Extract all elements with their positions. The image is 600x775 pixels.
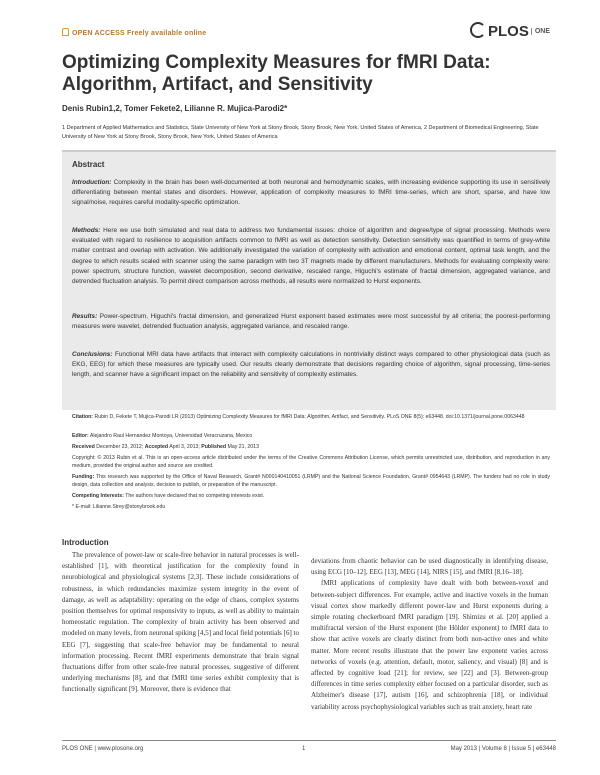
body-paragraph: deviations from chaotic behavior can be used diagnostically in identifying disease, using ECG [10–12], EEG [13], MEG [14], NIRS [15], and fMRI [8,16–18]. bbox=[311, 557, 548, 577]
footer-issue-info: May 2013 | Volume 8 | Issue 5 | e63448 bbox=[450, 746, 556, 752]
competing-label: Competing Interests: bbox=[72, 493, 124, 499]
abstract-methods-text: Here we use both simulated and real data to address two fundamental issues: choice of algorithm and degree/type of signal processing. Methods were evaluated with regard to resilience to acquisition artifacts common to fMRI as well as detection sensitivity. Detection sensitivity was quantified in terms of grey-white matter contrast and overlap with activation. We additionally investigated the variation of complexity with activation and emotional content, optimal task length, and the degree to which results scaled with scanner using the same paradigm with two 3T magnets made by different manufacturers. Methods for evaluating complexity were: power spectrum, structure function, wavelet decomposition, second derivative, rescaled range, Higuchi's estimate of fractal dimension, aggregated variance, and detrended fluctuation analysis. To permit direct comparison across methods, all results were normalized to Hurst exponents. bbox=[72, 227, 551, 286]
editor bbox=[72, 432, 550, 440]
received-date: December 23, 2012; bbox=[96, 444, 144, 450]
paper-title: Optimizing Complexity Measures for fMRI Data: Algorithm, Artifact, and Sensitivity bbox=[62, 52, 491, 95]
abstract-introduction bbox=[72, 178, 550, 209]
abstract-heading: Abstract bbox=[72, 160, 105, 169]
citation-label: Citation: bbox=[72, 414, 94, 420]
footer-journal-url: PLOS ONE | www.plosone.org bbox=[62, 746, 144, 752]
abstract-conclusions-label: Conclusions: bbox=[72, 351, 113, 358]
body-column-right bbox=[311, 556, 548, 713]
editor-label: Editor: bbox=[72, 433, 89, 439]
page-footer bbox=[62, 740, 556, 759]
open-lock-icon bbox=[62, 28, 69, 36]
copyright: Copyright: © 2013 Rubin et al. This is an open-access article distributed under the terms of the Creative Commons Attribution License, which permits unrestricted use, distribution, and reproduction in any medium, provided the original author and source are credited. bbox=[72, 455, 550, 470]
abstract-conclusions bbox=[72, 350, 550, 381]
abstract-introduction-label: Introduction: bbox=[72, 179, 112, 186]
abstract-results-text: Power-spectrum, Higuchi's fractal dimension, and generalized Hurst exponent based estimates were most successful by all criteria; the poorest-performing measures were wavelet, detrended fluctuation analysis, aggregated variance, and rescaled range. bbox=[72, 313, 550, 331]
affiliations: 1 Department of Applied Mathematics and Statistics, State University of New York at Stony Brook, Stony Brook, New York, United States of America, 2 Department of Biomedical Engineering, State University of New York at Stony Brook, Stony Brook, New York, United States of America bbox=[62, 125, 539, 140]
abstract-methods bbox=[72, 226, 550, 287]
body-paragraph: fMRI applications of complexity have dealt with both between-voxel and between-subject differences. For example, active and inactive voxels in the human visual cortex show markedly different power-law and Hurst exponents during a simple rotating checkerboard fMRI paradigm [19]. Shimizu et al. [20] applied a multifractal version of the Hurst exponent (the Hölder exponent) to fMRI data to show that active voxels are clearly distinct from both non-active ones and white matter. More recent results illustrate that the power law exponent varies across networks of voxels (e.g. attention, default, motor, saliency, and visual) [8] and is affected by cognitive load [21]; for review, see [22] and [3]. Between-group differences in time series complexity either focused on a particular disorder, such as Alzheimer's disease [17], autism [16], and schizophrenia [18], or individual variability across psychophysiological variables such as trait anxiety, heart rate bbox=[311, 579, 548, 711]
competing-interests bbox=[72, 492, 550, 500]
dates bbox=[72, 443, 550, 451]
citation-text: Rubin D, Fekete T, Mujica-Parodi LR (2013) Optimizing Complexity Measures for fMRI Data: Algorithm, Artifact, and Sensitivity. PLoS ONE 8(5): e63448. doi:10.1371/journal.pone.0063448 bbox=[94, 414, 525, 420]
page-number: 1 bbox=[302, 746, 306, 752]
published-label: Published bbox=[201, 444, 227, 450]
open-access-text: OPEN ACCESS Freely available online bbox=[72, 30, 207, 37]
plos-logo-icon bbox=[470, 22, 486, 38]
accepted-date: April 3, 2013; bbox=[169, 444, 200, 450]
published-date: May 21, 2013 bbox=[227, 444, 259, 450]
abstract-results bbox=[72, 312, 550, 332]
funding-text: This research was supported by the Office of Naval Research, Grant# N000140410051 (LRMP) and the National Science Foundation, Grant# 0954643 (LRMP). The funders had no role in study design, data collection and analysis, decision to publish, or preparation of the manuscript. bbox=[72, 474, 550, 489]
abstract-conclusions-text: Functional MRI data have artifacts that interact with complexity calculations in nontrivially distinct ways compared to other physiological data (such as EKG, EEG) for which these measures are typically used. Our results clearly demonstrate that decisions regarding choice of algorithm, signal processing, time-series length, and scanner have a significant impact on the reliability and sensitivity of complexity estimates. bbox=[72, 351, 550, 379]
funding-label: Funding: bbox=[72, 474, 95, 480]
abstract-introduction-text: Complexity in the brain has been well-documented at both neuronal and hemodynamic scales, with increasing evidence supporting its use in sensitively differentiating between mental states and disorders. However, application of complexity measures to fMRI time-series, which are short, sparse, and have low signal/noise, requires careful modality-specific optimization. bbox=[72, 179, 551, 207]
competing-text: The authors have declared that no competing interests exist. bbox=[125, 493, 265, 499]
funding bbox=[72, 473, 550, 489]
body-column-left: The prevalence of power-law or scale-free behavior in natural processes is well-established [1], with theoretical justification for the complexity found in neurobiological and physiological systems [2,3]. These include considerations of robustness, in which redundancies maximize system integrity in the event of damage, as well as adaptability: operating on the edge of chaos, complex systems position themselves for optimal responsivity to inputs, as well as ability to maintain homeostatic regulation. The complexity of brain activity has been observed and modeled on many levels, from neuronal spiking [4,5] and local field potentials [6] to EEG [7], suggesting that scale-free behavior may be fundamental to neural information processing. Recent fMRI experiments demonstrate that brain signal fluctuations differ from other scale-free natural processes, suggestive of different underlying mechanisms [8], and that fMRI time series exhibit complexity that is functionally significant [9]. Moreover, there is evidence that bbox=[62, 551, 299, 694]
editor-text: Alejandro Raul Hernandez Montoya, Universidad Veracruzana, Mexico bbox=[89, 433, 253, 439]
introduction-heading: Introduction bbox=[62, 538, 109, 547]
abstract-results-label: Results: bbox=[72, 313, 98, 320]
author-email: * E-mail: Lilianne.Strey@stonybrook.edu bbox=[72, 504, 166, 510]
citation bbox=[72, 413, 550, 421]
journal-name: PLOS bbox=[488, 23, 529, 40]
journal-subname: ONE bbox=[531, 28, 550, 35]
author-list: Denis Rubin1,2, Tomer Fekete2, Lilianne R. Mujica-Parodi2* bbox=[62, 104, 288, 113]
accepted-label: Accepted bbox=[144, 444, 169, 450]
received-label: Received bbox=[72, 444, 95, 450]
abstract-methods-label: Methods: bbox=[72, 227, 101, 234]
journal-logo bbox=[470, 22, 550, 40]
open-access-badge bbox=[62, 28, 206, 37]
